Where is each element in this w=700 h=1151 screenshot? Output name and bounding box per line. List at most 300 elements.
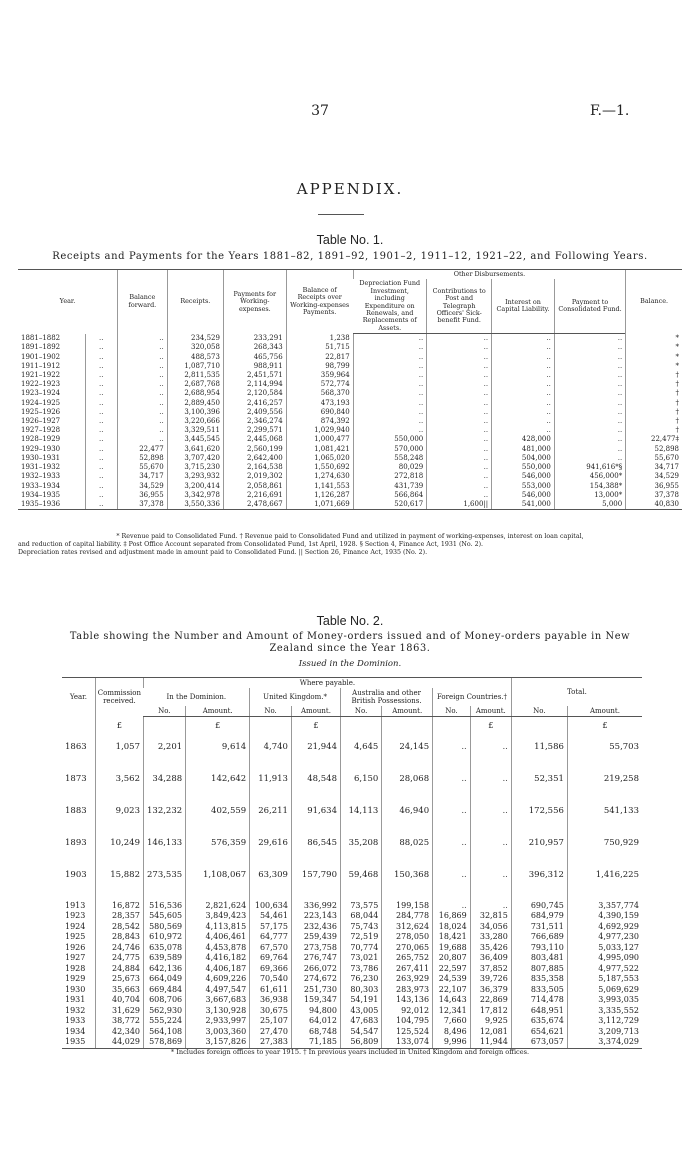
table-row <box>18 362 682 371</box>
table-cell: .. <box>85 472 117 481</box>
table-cell: .. <box>427 362 492 371</box>
table-cell: 566,864 <box>353 491 427 500</box>
table-cell: .. <box>117 435 167 444</box>
table-cell: 4,977,522 <box>567 964 642 975</box>
table-cell: .. <box>85 343 117 352</box>
table-cell: 4,977,230 <box>567 932 642 943</box>
table-cell: 19,688 <box>433 943 471 954</box>
table-cell: 28,357 <box>95 911 143 922</box>
table-cell: 2,299,571 <box>223 426 286 435</box>
table-cell: .. <box>427 380 492 389</box>
table-cell: 1927 <box>65 953 86 962</box>
table-cell: 4,740 <box>250 731 292 763</box>
table-cell: .. <box>492 380 555 389</box>
col-year: Year. <box>62 678 95 717</box>
table-cell: 1927–1928 <box>21 426 61 435</box>
table-cell: 1903 <box>65 869 87 880</box>
table-cell: 210,957 <box>511 827 567 859</box>
table-cell: 98,799 <box>286 362 353 371</box>
table-cell: 36,409 <box>470 953 511 964</box>
table-cell: 9,614 <box>186 731 250 763</box>
table-cell: .. <box>427 435 492 444</box>
table-cell: 1926–1927 <box>21 417 61 426</box>
table-cell: 541,133 <box>567 795 642 827</box>
table-cell: 2,478,667 <box>223 500 286 510</box>
table-cell: 157,790 <box>291 859 340 891</box>
table-cell: .. <box>492 426 555 435</box>
table-row <box>62 953 642 964</box>
table-cell: 233,291 <box>223 334 286 344</box>
table-cell: 833,505 <box>511 985 567 996</box>
table-cell: .. <box>353 371 427 380</box>
table-cell: 223,143 <box>291 911 340 922</box>
table-cell: 12,341 <box>433 1006 471 1017</box>
blank-cell <box>62 717 95 732</box>
table-cell: 146,133 <box>144 827 186 859</box>
table-cell: 273,535 <box>144 859 186 891</box>
table-cell: .. <box>85 371 117 380</box>
table-cell: 104,795 <box>382 1016 433 1027</box>
table-cell: 47,683 <box>340 1016 381 1027</box>
table-cell: .. <box>554 417 625 426</box>
col-working-expenses: Payments for Working-expenses. <box>223 270 286 334</box>
table-cell: 1929–1930 <box>21 444 61 453</box>
table-cell: 2,642,400 <box>223 454 286 463</box>
table-cell: 12,081 <box>470 1027 511 1038</box>
table-cell: 1891–1892 <box>21 343 61 352</box>
table-cell: 154,388* <box>554 482 625 491</box>
table-cell: 37,852 <box>470 964 511 975</box>
table-cell: 9,996 <box>433 1037 471 1048</box>
table-cell: 562,930 <box>144 1006 186 1017</box>
col-no: No. <box>433 706 471 717</box>
table-row <box>18 454 682 463</box>
table-cell: 63,309 <box>250 859 292 891</box>
table-cell: 4,406,461 <box>186 932 250 943</box>
table-cell: 3,209,713 <box>567 1027 642 1038</box>
table-cell: .. <box>492 353 555 362</box>
table-cell: 4,692,929 <box>567 922 642 933</box>
table-cell: 750,929 <box>567 827 642 859</box>
table-cell: 4,995,090 <box>567 953 642 964</box>
table-row <box>62 911 642 922</box>
blank-cell <box>340 717 381 732</box>
table-cell: .. <box>427 417 492 426</box>
table-cell: 4,406,187 <box>186 964 250 975</box>
table-cell: 5,033,127 <box>567 943 642 954</box>
table-cell: .. <box>492 362 555 371</box>
table-cell: 18,024 <box>433 922 471 933</box>
table-cell: 142,642 <box>186 763 250 795</box>
table-cell: 18,421 <box>433 932 471 943</box>
table-cell: 520,617 <box>353 500 427 510</box>
table-cell: .. <box>427 463 492 472</box>
table-cell: .. <box>433 731 471 763</box>
table-cell: 51,715 <box>286 343 353 352</box>
table-row <box>18 472 682 481</box>
table-cell: 3,157,826 <box>186 1037 250 1048</box>
table-cell: 9,023 <box>95 795 143 827</box>
table-cell: 456,000* <box>554 472 625 481</box>
table1-title: Table No. 1. <box>316 233 384 247</box>
table-cell: .. <box>85 463 117 472</box>
table-cell: 572,774 <box>286 380 353 389</box>
table-cell: .. <box>554 353 625 362</box>
table-row <box>62 985 642 996</box>
table-cell: 576,359 <box>186 827 250 859</box>
table-cell: 664,049 <box>144 974 186 985</box>
table-row <box>62 763 642 795</box>
table-cell: 3,715,230 <box>167 463 223 472</box>
table-cell: 34,056 <box>470 922 511 933</box>
table-cell: 276,747 <box>291 953 340 964</box>
table-cell: 263,929 <box>382 974 433 985</box>
table-cell: .. <box>492 343 555 352</box>
currency-symbol: £ <box>470 717 511 732</box>
table-cell: 35,208 <box>340 827 381 859</box>
table-cell: 54,461 <box>250 911 292 922</box>
table-cell: 635,078 <box>144 943 186 954</box>
table-cell: .. <box>470 795 511 827</box>
table-cell: 268,343 <box>223 343 286 352</box>
table-cell: 143,136 <box>382 995 433 1006</box>
table-cell: 33,280 <box>470 932 511 943</box>
table-cell: 546,000 <box>492 472 555 481</box>
table-cell: .. <box>470 891 511 911</box>
table-row <box>62 731 642 763</box>
table-cell: 44,029 <box>95 1037 143 1048</box>
table-row <box>62 891 642 911</box>
table-row <box>62 1016 642 1027</box>
table-cell: .. <box>470 859 511 891</box>
table-cell: 553,000 <box>492 482 555 491</box>
table-cell: 1931 <box>65 995 86 1004</box>
table-cell: 1929 <box>65 974 86 983</box>
table-row <box>18 371 682 380</box>
table-cell: 28,843 <box>95 932 143 943</box>
table-cell: 2,811,535 <box>167 371 223 380</box>
table-cell: 13,000* <box>554 491 625 500</box>
table-cell: 5,000 <box>554 500 625 510</box>
table-cell: .. <box>554 399 625 408</box>
table-cell: .. <box>554 380 625 389</box>
table-cell: 1863 <box>65 741 87 752</box>
receipts-payments-table <box>18 269 682 510</box>
table-cell: 37,378 <box>626 491 682 500</box>
table-cell: .. <box>554 435 625 444</box>
table-cell: 11,913 <box>250 763 292 795</box>
table-cell: 1881–1882 <box>21 334 61 342</box>
table-cell: 22,477 <box>117 445 167 454</box>
col-balance: Balance. <box>626 270 682 334</box>
col-sick-benefit: Contributions to Post and Telegraph Officers' Sick-benefit Fund. <box>427 279 492 333</box>
table-cell: .. <box>427 399 492 408</box>
table-cell: .. <box>117 343 167 352</box>
table-cell: 284,778 <box>382 911 433 922</box>
table-cell: 2,451,571 <box>223 371 286 380</box>
table-cell: 265,752 <box>382 953 433 964</box>
table-cell: 1935 <box>62 1037 95 1048</box>
col-receipts: Receipts. <box>167 270 223 334</box>
table-row <box>18 417 682 426</box>
table-cell: 1,550,692 <box>286 463 353 472</box>
table-cell: 2,688,954 <box>167 389 223 398</box>
table-cell: 1,081,421 <box>286 445 353 454</box>
table-cell: .. <box>117 334 167 344</box>
table-row <box>62 1027 642 1038</box>
table-cell: .. <box>427 389 492 398</box>
table-cell: 40,704 <box>95 995 143 1006</box>
table-cell: 10,249 <box>95 827 143 859</box>
table-cell: 4,497,547 <box>186 985 250 996</box>
table-cell: .. <box>554 362 625 371</box>
table-row <box>18 491 682 500</box>
table-cell: 546,000 <box>492 491 555 500</box>
table-cell: .. <box>427 353 492 362</box>
table-cell: 1928 <box>65 963 86 973</box>
table-cell: 67,570 <box>250 943 292 954</box>
table-cell: 11,586 <box>511 731 567 763</box>
table-cell: 2,687,768 <box>167 380 223 389</box>
table-cell: .. <box>85 417 117 426</box>
table-cell: 150,368 <box>382 859 433 891</box>
heading-rule <box>318 214 364 215</box>
table-cell: .. <box>117 380 167 389</box>
table1-footnotes <box>18 533 682 557</box>
table-cell: .. <box>85 482 117 491</box>
table-cell: 1,000,477 <box>286 435 353 444</box>
table-cell: 38,772 <box>95 1016 143 1027</box>
table-cell: 199,158 <box>382 891 433 911</box>
col-amount: Amount. <box>186 706 250 717</box>
table-cell: 639,589 <box>144 953 186 964</box>
table-cell: 1,416,225 <box>567 859 642 891</box>
table-cell: 684,979 <box>511 911 567 922</box>
table-cell: 2,821,624 <box>186 891 250 911</box>
blank-cell <box>250 717 292 732</box>
table-cell: .. <box>353 417 427 426</box>
table-cell: 3,329,511 <box>167 426 223 435</box>
table-cell: 43,005 <box>340 1006 381 1017</box>
col-amount: Amount. <box>470 706 511 717</box>
table-cell: .. <box>117 353 167 362</box>
table-cell: .. <box>85 435 117 444</box>
table-cell: 4,390,159 <box>567 911 642 922</box>
table-cell: 428,000 <box>492 435 555 444</box>
currency-row <box>62 717 642 732</box>
table-cell: .. <box>433 763 471 795</box>
table-cell: 278,050 <box>382 932 433 943</box>
table-cell: .. <box>554 426 625 435</box>
footnote-line: * Revenue paid to Consolidated Fund. † Revenue paid to Consolidated Fund and utilized in payment of working-expenses, interest on loan capital, <box>116 533 584 540</box>
table-cell: 3,293,932 <box>167 472 223 481</box>
table-cell: 673,057 <box>511 1037 567 1048</box>
table-cell: .. <box>427 482 492 491</box>
table-cell: 71,185 <box>291 1037 340 1048</box>
table-row <box>18 435 682 444</box>
table-cell: 1924–1925 <box>21 398 61 407</box>
table-cell: † <box>626 399 682 408</box>
table-cell: † <box>626 371 682 380</box>
table-cell: 172,556 <box>511 795 567 827</box>
table-cell: 541,000 <box>492 500 555 510</box>
table-cell: .. <box>85 353 117 362</box>
table-cell: 1873 <box>65 773 87 784</box>
table-cell: 558,248 <box>353 454 427 463</box>
table-cell: .. <box>117 362 167 371</box>
table-cell: 59,468 <box>340 859 381 891</box>
table-cell: 22,107 <box>433 985 471 996</box>
table-cell: .. <box>433 891 471 911</box>
table-cell: 1,029,940 <box>286 426 353 435</box>
other-disbursements-header: Other Disbursements. <box>353 270 625 280</box>
table-cell: 642,136 <box>144 964 186 975</box>
table-cell: * <box>626 353 682 362</box>
document-reference: F.—1. <box>590 103 630 119</box>
table-cell: 2,933,997 <box>186 1016 250 1027</box>
table-cell: 1930–1931 <box>21 453 61 462</box>
table-cell: .. <box>492 417 555 426</box>
table-cell: .. <box>427 445 492 454</box>
table-cell: .. <box>554 445 625 454</box>
table-cell: 80,029 <box>353 463 427 472</box>
table-cell: 402,559 <box>186 795 250 827</box>
table2-caption: Table showing the Number and Amount of Money-orders issued and of Money-orders payable in New Zealand since the Year 1863. <box>69 631 631 654</box>
table-cell: 133,074 <box>382 1037 433 1048</box>
table-cell: 273,758 <box>291 943 340 954</box>
blank-cell <box>382 717 433 732</box>
table-row <box>62 943 642 954</box>
table-cell: 635,674 <box>511 1016 567 1027</box>
table-cell: 580,569 <box>144 922 186 933</box>
table-cell: 3,335,552 <box>567 1006 642 1017</box>
table-row <box>62 795 642 827</box>
table-cell: 30,675 <box>250 1006 292 1017</box>
table-cell: .. <box>427 343 492 352</box>
table-cell: 61,611 <box>250 985 292 996</box>
table-cell: 1934 <box>65 1026 86 1036</box>
table-cell: 22,597 <box>433 964 471 975</box>
table-cell: 35,663 <box>95 985 143 996</box>
table-cell: 232,436 <box>291 922 340 933</box>
table-cell: * <box>626 343 682 352</box>
table-cell: .. <box>117 408 167 417</box>
table-row <box>18 482 682 491</box>
table-cell: 57,175 <box>250 922 292 933</box>
table-cell: 1930 <box>65 984 86 994</box>
table-cell: 1935–1936 <box>18 500 85 510</box>
table-cell: 2,201 <box>144 731 186 763</box>
table-cell: 336,992 <box>291 891 340 911</box>
table-cell: .. <box>117 417 167 426</box>
table-cell: .. <box>427 408 492 417</box>
table-cell: 1893 <box>65 837 87 848</box>
table-cell: 91,634 <box>291 795 340 827</box>
table-cell: 94,800 <box>291 1006 340 1017</box>
table-cell: 52,351 <box>511 763 567 795</box>
table-cell: .. <box>427 454 492 463</box>
col-depreciation-fund: Depreciation Fund Investment, including Expenditure on Renewals, and Replacements of Assets. <box>353 279 427 333</box>
table-cell: .. <box>470 827 511 859</box>
table-cell: 516,536 <box>144 891 186 911</box>
table-cell: 24,145 <box>382 731 433 763</box>
table-cell: .. <box>353 408 427 417</box>
table-cell: 70,540 <box>250 974 292 985</box>
table-cell: 16,869 <box>433 911 471 922</box>
table-cell: 64,777 <box>250 932 292 943</box>
table-cell: 251,730 <box>291 985 340 996</box>
table-cell: 1932–1933 <box>21 472 61 481</box>
table-row <box>18 463 682 472</box>
table-cell: 1,141,553 <box>286 482 353 491</box>
table-cell: 283,973 <box>382 985 433 996</box>
page-number: 37 <box>311 103 329 119</box>
table-cell: .. <box>117 399 167 408</box>
table-cell: 75,743 <box>340 922 381 933</box>
currency-symbol: £ <box>95 717 143 732</box>
table-cell: 1913 <box>65 900 86 910</box>
col-amount: Amount. <box>291 706 340 717</box>
table-cell: .. <box>85 426 117 435</box>
table-cell: .. <box>85 454 117 463</box>
table-cell: .. <box>433 795 471 827</box>
col-consolidated-fund: Payment to Consolidated Fund. <box>554 279 625 333</box>
table-cell: .. <box>427 426 492 435</box>
group-dominion: In the Dominion. <box>166 693 227 701</box>
table-cell: † <box>626 417 682 426</box>
table-row <box>18 380 682 389</box>
table-cell: 669,484 <box>144 985 186 996</box>
table-cell: 27,470 <box>250 1027 292 1038</box>
money-orders-table <box>62 677 642 1049</box>
table-cell: 48,548 <box>291 763 340 795</box>
table-cell: 69,764 <box>250 953 292 964</box>
table-cell: .. <box>427 334 492 344</box>
table-cell: 2,216,691 <box>223 491 286 500</box>
table-cell: .. <box>492 334 555 344</box>
table-cell: 1926 <box>65 942 86 952</box>
table-cell: 610,972 <box>144 932 186 943</box>
table-cell: 2,416,257 <box>223 399 286 408</box>
table-cell: 22,477‡ <box>626 435 682 444</box>
table-cell: 3,707,420 <box>167 454 223 463</box>
table-cell: 6,150 <box>340 763 381 795</box>
table-cell: 874,392 <box>286 417 353 426</box>
table-cell: .. <box>85 399 117 408</box>
table-cell: 312,624 <box>382 922 433 933</box>
col-balance-forward: Balance forward. <box>117 270 167 334</box>
table-cell: 4,645 <box>340 731 381 763</box>
table-cell: 1,057 <box>95 731 143 763</box>
table-cell: 1,238 <box>286 334 353 344</box>
table-cell: 24,539 <box>433 974 471 985</box>
table-cell: 25,107 <box>250 1016 292 1027</box>
table-cell: 73,575 <box>340 891 381 911</box>
table-cell: 3,220,666 <box>167 417 223 426</box>
table-cell: 1928–1929 <box>21 435 61 444</box>
table-cell: 1883 <box>65 805 87 816</box>
table2-subtitle: Issued in the Dominion. <box>298 659 402 669</box>
group-total: Total. <box>511 678 642 707</box>
table-cell: 4,609,226 <box>186 974 250 985</box>
table-cell: 564,108 <box>144 1027 186 1038</box>
table-cell: 2,560,199 <box>223 445 286 454</box>
table-cell: 52,898 <box>626 445 682 454</box>
table-cell: .. <box>554 343 625 352</box>
table-row <box>18 445 682 454</box>
blank-cell <box>144 717 186 732</box>
table-cell: 690,745 <box>511 891 567 911</box>
